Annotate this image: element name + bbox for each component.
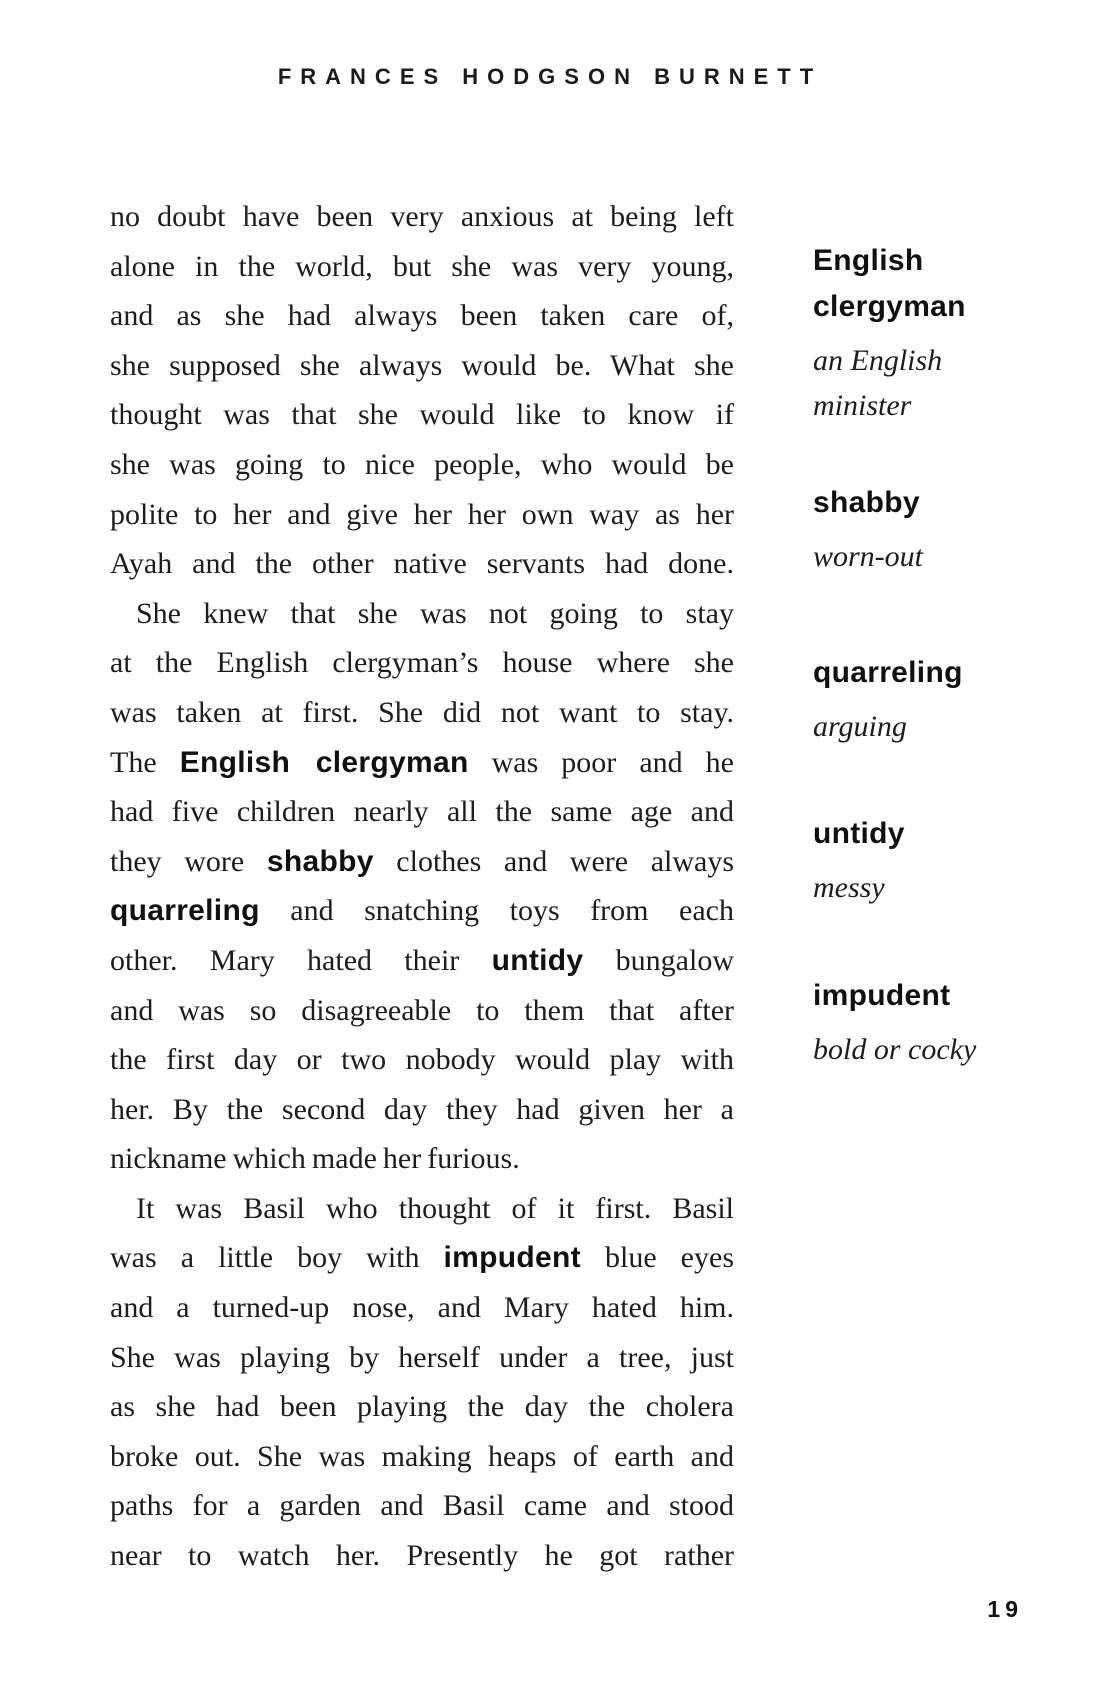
glossary-entry bbox=[813, 973, 1013, 1072]
glossary-term: untidy bbox=[813, 817, 905, 850]
text-line: the first day or two nobody would play with bbox=[110, 1043, 734, 1077]
text-line: had five children nearly all the same age and bbox=[110, 795, 734, 829]
text-line: She knew that she was not going to stay bbox=[136, 596, 734, 630]
glossary-term: English clergyman bbox=[813, 244, 966, 323]
text-line: and was so disagreeable to them that after bbox=[110, 993, 734, 1027]
text-line: at the English clergyman’s house where she bbox=[110, 646, 734, 680]
text-line: and a turned-up nose, and Mary hated him. bbox=[110, 1291, 734, 1325]
bold-vocab-word: untidy bbox=[491, 943, 584, 977]
text-line: quarreling and snatching toys from each bbox=[110, 894, 734, 928]
glossary-definition: bold or cocky bbox=[813, 1033, 977, 1066]
bold-vocab-word: English clergyman bbox=[179, 745, 469, 779]
glossary-term: shabby bbox=[813, 486, 920, 519]
bold-vocab-word: quarreling bbox=[110, 894, 260, 928]
text-line: as she had been playing the day the cholera bbox=[110, 1390, 734, 1424]
running-header: FRANCES HODGSON BURNETT bbox=[277, 64, 823, 89]
bold-vocab-word: shabby bbox=[266, 844, 374, 878]
glossary-definition: messy bbox=[813, 871, 885, 904]
glossary-entry bbox=[813, 811, 1013, 910]
glossary-definition: worn-out bbox=[813, 540, 924, 573]
glossary-term: quarreling bbox=[813, 656, 963, 689]
body-text-column bbox=[110, 192, 734, 1581]
text-line: alone in the world, but she was very young, bbox=[110, 249, 734, 283]
text-line: Ayah and the other native servants had done. bbox=[110, 547, 734, 581]
text-line: other. Mary hated their untidy bungalow bbox=[110, 943, 734, 977]
text-line: broke out. She was making heaps of earth and bbox=[110, 1439, 734, 1473]
glossary-definition: an English minister bbox=[813, 344, 943, 422]
glossary-term: impudent bbox=[813, 979, 951, 1012]
text-line: they wore shabby clothes and were always bbox=[110, 844, 734, 878]
bold-vocab-word: impudent bbox=[443, 1241, 581, 1275]
text-line: her. By the second day they had given her a bbox=[110, 1092, 734, 1126]
text-line: polite to her and give her her own way as her bbox=[110, 497, 734, 531]
glossary-definition: arguing bbox=[813, 710, 907, 743]
text-line: and as she had always been taken care of, bbox=[110, 299, 734, 333]
glossary-entry bbox=[813, 238, 1013, 428]
text-line: nickname which made her furious. bbox=[110, 1142, 520, 1176]
text-line: paths for a garden and Basil came and stood bbox=[110, 1489, 734, 1523]
glossary-sidebar bbox=[813, 0, 1013, 1700]
page-number: 19 bbox=[987, 1596, 1023, 1622]
glossary-entry bbox=[813, 650, 1013, 749]
text-line: She was playing by herself under a tree, just bbox=[110, 1340, 734, 1374]
text-line: It was Basil who thought of it first. Basil bbox=[136, 1191, 734, 1225]
text-line: she was going to nice people, who would be bbox=[110, 447, 734, 481]
text-line: thought was that she would like to know if bbox=[110, 398, 734, 432]
text-line: was taken at first. She did not want to stay. bbox=[110, 695, 734, 729]
text-line: she supposed she always would be. What she bbox=[110, 348, 734, 382]
text-line: no doubt have been very anxious at being left bbox=[110, 200, 734, 233]
text-line: near to watch her. Presently he got rather bbox=[110, 1539, 734, 1573]
text-line: The English clergyman was poor and he bbox=[110, 745, 734, 779]
text-line: was a little boy with impudent blue eyes bbox=[110, 1241, 734, 1275]
glossary-entry bbox=[813, 480, 1013, 579]
